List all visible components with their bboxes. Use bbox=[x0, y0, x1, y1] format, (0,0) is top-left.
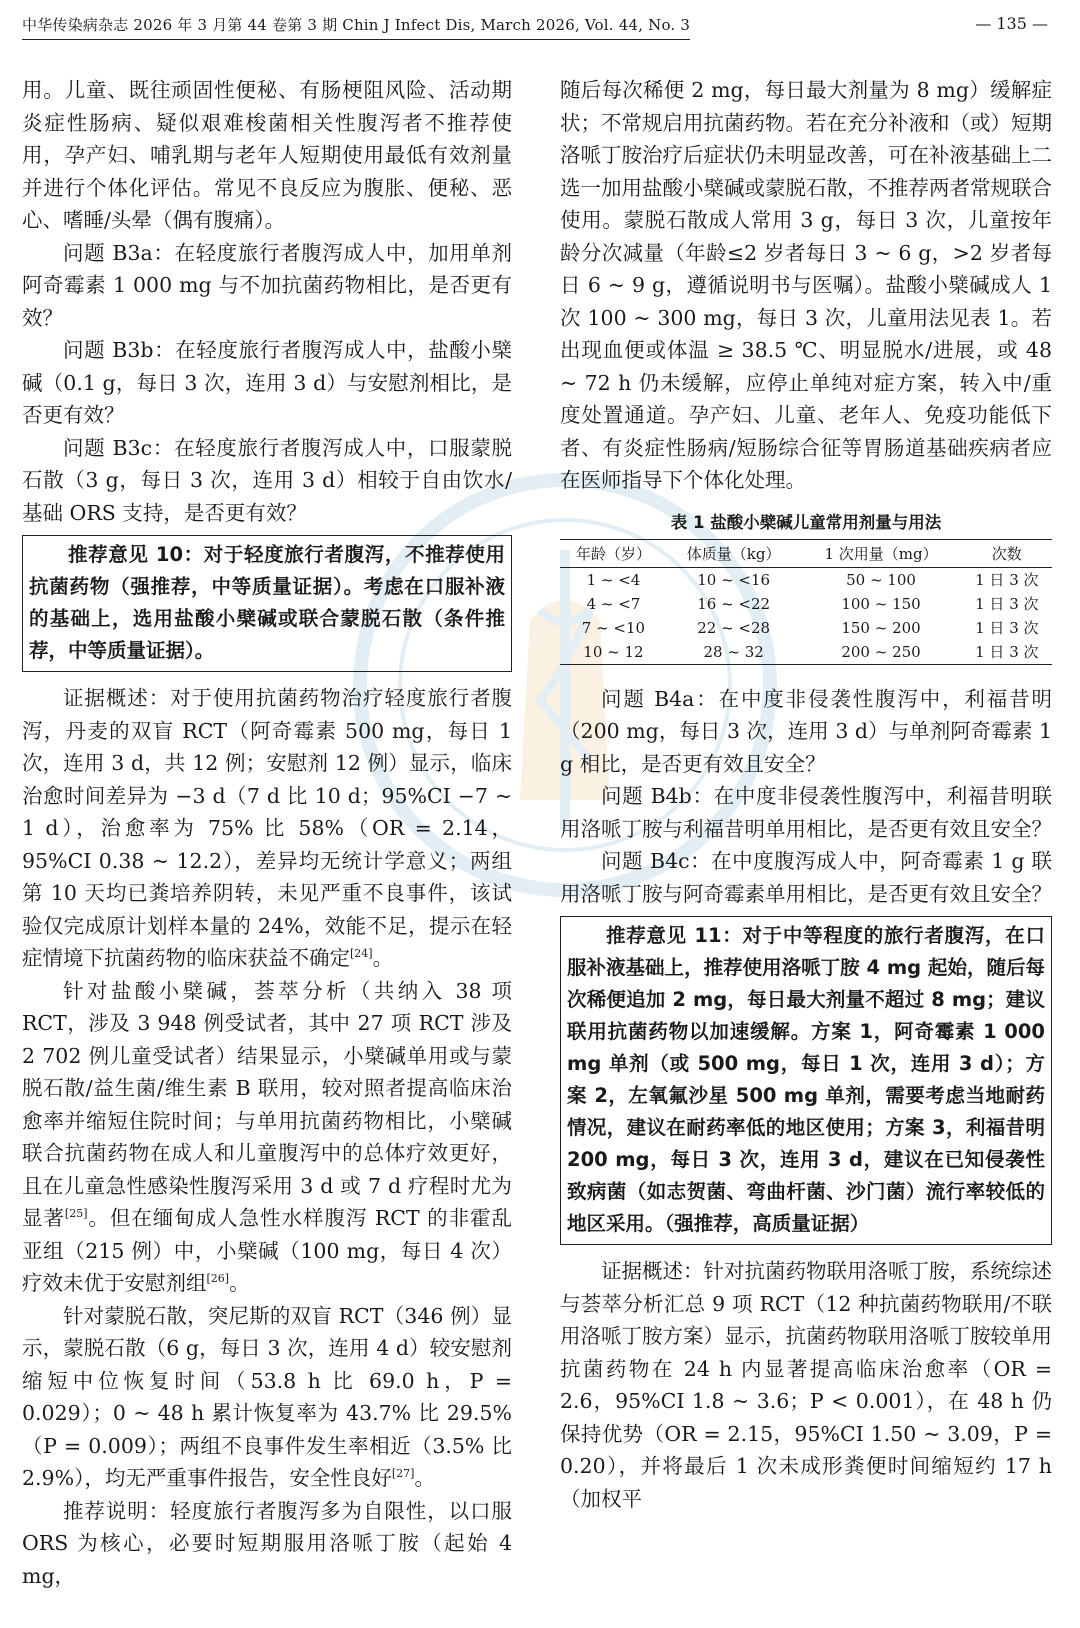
evidence-text: 针对盐酸小檗碱，荟萃分析（共纳入 38 项 RCT，涉及 3 948 例受试者，其中 27 项 RCT 涉及 2 702 例儿童受试者）结果显示，小檗碱单用或与蒙脱石散/益生菌/维生素 B 联用，较对照者提高临床治愈率并缩短住院时间；与单用抗菌药物相比，小檗碱联合抗菌药物在成人和儿童腹泻中的总体疗效更好，且在儿童急性感染性腹泻采用 3 d 或 7 d 疗程时尤为显著 bbox=[22, 978, 512, 1230]
question-b3c: 问题 B3c：在轻度旅行者腹泻成人中，口服蒙脱石散（3 g，每日 3 次，连用 3 d）相较于自由饮水/基础 ORS 支持，是否更有效？ bbox=[22, 435, 512, 525]
paragraph-continuation: 用。儿童、既往顽固性便秘、有肠梗阻风险、活动期炎症性肠病、疑似艰难梭菌相关性腹泻者不推荐使用，孕产妇、哺乳期与老年人短期使用最低有效剂量并进行个体化评估。常见不良反应为腹胀、便秘、恶心、嗜睡/头晕（偶有腹痛）。 bbox=[22, 78, 512, 232]
reference-25: [25] bbox=[64, 1207, 88, 1221]
table-cell: 150 ~ 200 bbox=[841, 618, 921, 637]
table-cell: 10 ~ <16 bbox=[697, 570, 771, 589]
table-cell: 1 日 3 次 bbox=[975, 570, 1039, 589]
table-cell: 7 ~ <10 bbox=[581, 618, 646, 637]
column-header-dose: 1 次用量（mg） bbox=[800, 539, 961, 567]
question-b3a: 问题 B3a：在轻度旅行者腹泻成人中，加用单剂阿奇霉素 1 000 mg 与不加抗菌药物相比，是否更有效？ bbox=[22, 240, 512, 330]
table-cell: 1 日 3 次 bbox=[975, 618, 1039, 637]
evidence-summary-loperamide: 证据概述：针对抗菌药物联用洛哌丁胺，系统综述与荟萃分析汇总 9 项 RCT（12 种抗菌药物联用/不联用洛哌丁胺方案）显示，抗菌药物联用洛哌丁胺较单用抗菌药物在 24 h 内显著提高临床治愈率（OR = 2.6，95%CI 1.8 ~ 3.6；P < 0.001），在 48 h 仍保持优势（OR = 2.15，95%CI 1.50 ~ 3.09，P = 0.20），并将最后 1 次未成形粪便时间缩短约 17 h（加权平 bbox=[560, 1259, 1052, 1511]
table-row bbox=[560, 567, 1052, 592]
reference-26: [26] bbox=[206, 1272, 230, 1286]
question-b4a: 问题 B4a：在中度非侵袭性腹泻中，利福昔明（200 mg，每日 3 次，连用 3 d）与单剂阿奇霉素 1 g 相比，是否更有效且安全？ bbox=[560, 686, 1052, 776]
recommendation-10-box bbox=[22, 535, 512, 672]
table-cell: 200 ~ 250 bbox=[800, 640, 961, 665]
evidence-text: 证据概述：对于使用抗菌药物治疗轻度旅行者腹泻，丹麦的双盲 RCT（阿奇霉素 500 mg，每日 1 次，连用 3 d，共 12 例；安慰剂 12 例）显示，临床治愈时间差异为 −3 d（7 d 比 10 d；95%CI −7 ~ 1 d），治愈率为 75% 比 58%（OR = 2.14，95%CI 0.38 ~ 12.2），差异均无统计学意义；两组第 10 天均已粪培养阴转，未见严重不良事件，该试验仅完成原计划样本量的 24%，效能不足，提示在轻症情境下抗菌药物的临床获益不确定 bbox=[22, 686, 512, 970]
table-cell: 1 日 3 次 bbox=[975, 594, 1039, 613]
table-row bbox=[560, 592, 1052, 616]
evidence-text: 针对蒙脱石散，突尼斯的双盲 RCT（346 例）显示，蒙脱石散（6 g，每日 3 次，连用 4 d）较安慰剂缩短中位恢复时间（53.8 h 比 69.0 h，P = 0.029）；0 ~ 48 h 累计恢复率为 43.7% 比 29.5%（P = 0.009）；两组不良事件发生率相近（3.5% 比 2.9%），均无严重事件报告，安全性良好 bbox=[22, 1303, 512, 1490]
recommendation-11: 推荐意见 11：对于中等程度的旅行者腹泻，在口服补液基础上，推荐使用洛哌丁胺 4 mg 起始，随后每次稀便追加 2 mg，每日最大剂量不超过 8 mg；建议联用抗菌药物以加速缓解。方案 1，阿奇霉素 1 000 mg 单剂（或 500 mg，每日 1 次，连用 3 d）；方案 2，左氧氟沙星 500 mg 单剂，需要考虑当地耐药情况，建议在耐药率低的地区使用；方案 3，利福昔明 200 mg，每日 3 次，连用 3 d，建议在已知侵袭性致病菌（如志贺菌、弯曲杆菌、沙门菌）流行率较低的地区采用。（强推荐，高质量证据） bbox=[567, 924, 1045, 1235]
evidence-summary-antibiotics bbox=[22, 682, 512, 975]
page-number: — 135 — bbox=[975, 14, 1048, 33]
evidence-summary-berberine bbox=[22, 975, 512, 1300]
reference-24: [24] bbox=[350, 947, 373, 961]
table-row bbox=[560, 616, 1052, 640]
evidence-summary-smectite bbox=[22, 1300, 512, 1495]
journal-citation: 中华传染病杂志 2026 年 3 月第 44 卷第 3 期 Chin J Infect Dis, March 2026, Vol. 44, No. 3 bbox=[22, 14, 690, 40]
running-header bbox=[22, 14, 1052, 40]
table-cell: 10 ~ 12 bbox=[560, 640, 667, 665]
table-title: 表 1 盐酸小檗碱儿童常用剂量与用法 bbox=[670, 512, 942, 532]
recommendation-10: 推荐意见 10：对于轻度旅行者腹泻，不推荐使用抗菌药物（强推荐，中等质量证据）。考虑在口服补液的基础上，选用盐酸小檗碱或联合蒙脱石散（条件推荐，中等质量证据）。 bbox=[29, 543, 505, 662]
recommendation-11-box bbox=[560, 916, 1052, 1245]
column-header-age: 年龄（岁） bbox=[560, 539, 667, 567]
table-cell: 100 ~ 150 bbox=[841, 594, 921, 613]
recommendation-explanation: 推荐说明：轻度旅行者腹泻多为自限性，以口服 ORS 为核心，必要时短期服用洛哌丁胺（起始 4 mg， bbox=[22, 1498, 512, 1588]
punctuation: 。 bbox=[229, 1271, 250, 1295]
table-cell: 28 ~ 32 bbox=[667, 640, 801, 665]
table-row bbox=[560, 640, 1052, 665]
left-column bbox=[22, 74, 512, 1592]
table-cell: 16 ~ <22 bbox=[697, 594, 771, 613]
evidence-text: 。但在缅甸成人急性水样腹泻 RCT 的非霍乱亚组（215 例）中，小檗碱（100 mg，每日 4 次）疗效未优于安慰剂组 bbox=[22, 1206, 513, 1295]
punctuation: 。 bbox=[414, 1466, 435, 1490]
column-header-frequency: 次数 bbox=[962, 539, 1052, 567]
table-cell: 1 ~ <4 bbox=[586, 570, 641, 589]
table-header-row bbox=[560, 539, 1052, 567]
table-cell: 1 日 3 次 bbox=[962, 640, 1052, 665]
table-cell: 22 ~ <28 bbox=[697, 618, 771, 637]
question-b4b: 问题 B4b：在中度非侵袭性腹泻中，利福昔明联用洛哌丁胺与利福昔明单用相比，是否更有效且安全？ bbox=[560, 784, 1052, 841]
punctuation: 。 bbox=[372, 946, 394, 970]
reference-27: [27] bbox=[391, 1467, 415, 1481]
table-cell: 50 ~ 100 bbox=[846, 570, 916, 589]
table-cell: 4 ~ <7 bbox=[586, 594, 641, 613]
right-column bbox=[560, 74, 1052, 1515]
dosage-table bbox=[560, 539, 1052, 665]
column-header-weight: 体质量（kg） bbox=[667, 539, 801, 567]
question-b4c: 问题 B4c：在中度腹泻成人中，阿奇霉素 1 g 联用洛哌丁胺与阿奇霉素单用相比，是否更有效且安全？ bbox=[560, 849, 1052, 906]
paragraph-continuation: 随后每次稀便 2 mg，每日最大剂量为 8 mg）缓解症状；不常规启用抗菌药物。若在充分补液和（或）短期洛哌丁胺治疗后症状仍未明显改善，可在补液基础上二选一加用盐酸小檗碱或蒙脱石散，不推荐两者常规联合使用。蒙脱石散成人常用 3 g，每日 3 次，儿童按年龄分次减量（年龄≤2 岁者每日 3 ~ 6 g，>2 岁者每日 6 ~ 9 g，遵循说明书与医嘱）。盐酸小檗碱成人 1 次 100 ~ 300 mg，每日 3 次，儿童用法见表 1。若出现血便或体温 ≥ 38.5 ℃、明显脱水/进展，或 48 ~ 72 h 仍未缓解，应停止单纯对症方案，转入中/重度处置通道。孕产妇、儿童、老年人、免疫功能低下者、有炎症性肠病/短肠综合征等胃肠道基础疾病者应在医师指导下个体化处理。 bbox=[560, 78, 1052, 492]
question-b3b: 问题 B3b：在轻度旅行者腹泻成人中，盐酸小檗碱（0.1 g，每日 3 次，连用 3 d）与安慰剂相比，是否更有效？ bbox=[22, 338, 512, 427]
